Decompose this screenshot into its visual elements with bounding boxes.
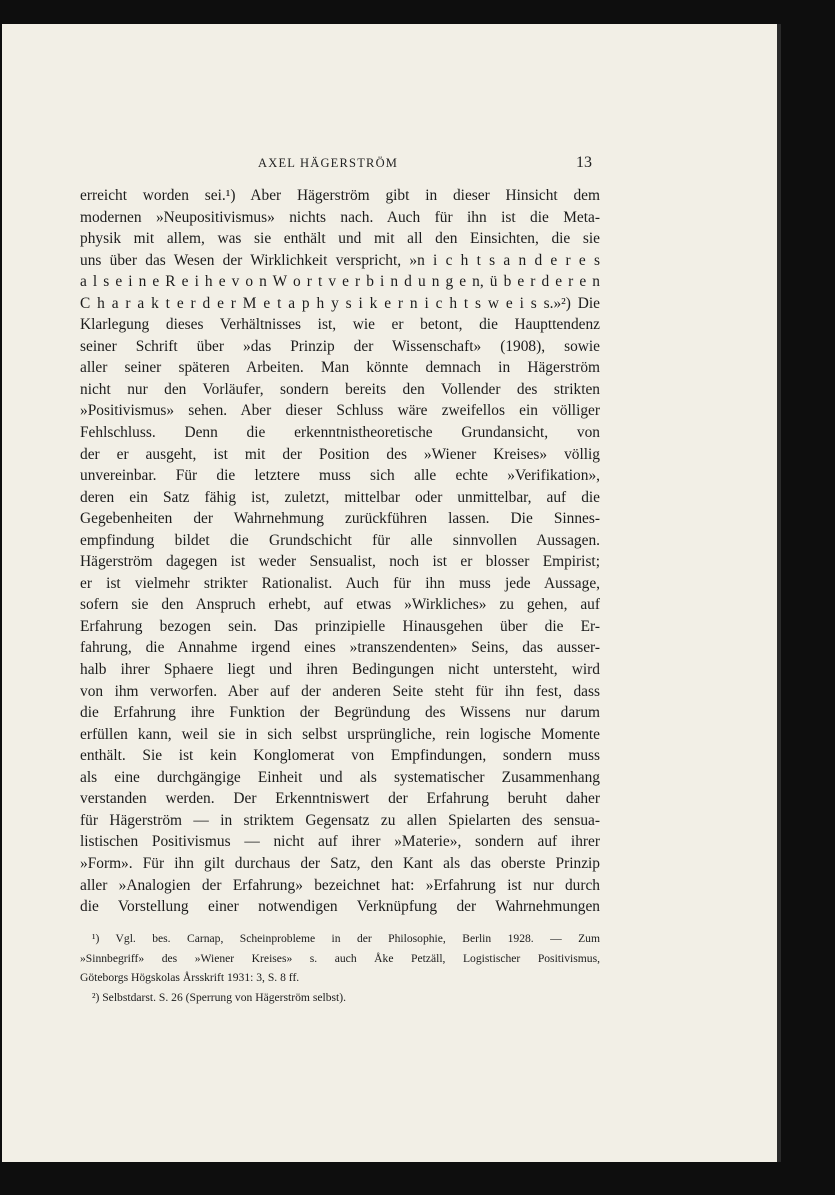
- text-line: Gegebenheiten der Wahrnehmung zurückführen lassen. Die Sinnes-: [80, 510, 600, 528]
- text-line: seiner Schrift über »das Prinzip der Wissenschaft» (1908), sowie: [80, 337, 600, 355]
- text-line: erfüllen kann, weil sie in sich selbst ursprüngliche, rein logische Momente: [80, 725, 600, 743]
- footnotes: [80, 929, 600, 1007]
- footnote-line: Göteborgs Högskolas Årsskrift 1931: 3, S. 8 ff.: [80, 971, 300, 984]
- text-line: »Form». Für ihn gilt durchaus der Satz, den Kant als das oberste Prinzip: [80, 854, 600, 872]
- page-edge-shadow: [777, 24, 781, 1162]
- page-header: [2, 154, 777, 178]
- text-line: von ihm verworfen. Aber auf der anderen Seite steht für ihn fest, dass: [80, 682, 600, 700]
- text-line: empfindung bildet die Grundschicht für alle sinnvollen Aussagen.: [80, 531, 600, 549]
- text-line: fahrung, die Annahme irgend eines »transzendenten» Seins, das ausser-: [80, 639, 600, 657]
- running-title: AXEL HÄGERSTRÖM: [258, 156, 399, 170]
- text-line: Erfahrung bezogen sein. Das prinzipielle Hinausgehen über die Er-: [80, 617, 600, 635]
- text-line: sofern sie den Anspruch erhebt, auf etwas »Wirkliches» zu gehen, auf: [80, 596, 600, 614]
- text-line: als eine durchgängige Einheit und als systematischer Zusammenhang: [80, 768, 600, 786]
- book-page: [2, 24, 777, 1162]
- text-line: »Positivismus» sehen. Aber dieser Schluss wäre zweifellos ein völliger: [80, 402, 600, 420]
- text-line: unvereinbar. Für die letztere muss sich alle echte »Verifikation»,: [80, 467, 600, 485]
- text-line: physik mit allem, was sie enthält und mit all den Einsichten, die sie: [80, 230, 600, 248]
- text-line: listischen Positivismus — nicht auf ihrer »Materie», sondern auf ihrer: [80, 833, 600, 851]
- text-line: verstanden werden. Der Erkenntniswert der Erfahrung beruht daher: [80, 790, 600, 808]
- footnote-line: »Sinnbegriff» des »Wiener Kreises» s. auch Åke Petzäll, Logistischer Positivismus,: [80, 951, 600, 965]
- text-line: der er ausgeht, ist mit der Position des »Wiener Kreises» völlig: [80, 445, 600, 463]
- text-line: Klarlegung dieses Verhältnisses ist, wie er betont, die Haupttendenz: [80, 316, 600, 334]
- text-line: C h a r a k t e r d e r M e t a p h y s i k e r n i c h t s w e i s s.»²) Die: [80, 294, 600, 312]
- text-line: erreicht worden sei.¹) Aber Hägerström gibt in dieser Hinsicht dem: [80, 187, 600, 204]
- footnote-line: ¹) Vgl. bes. Carnap, Scheinprobleme in der Philosophie, Berlin 1928. — Zum: [92, 932, 600, 945]
- text-line: Fehlschluss. Denn die erkenntnistheoretische Grundansicht, von: [80, 424, 600, 442]
- text-line: a l s e i n e R e i h e v o n W o r t v e r b i n d u n g e n, ü b e r d e r e n: [80, 273, 600, 291]
- text-line: enthält. Sie ist kein Konglomerat von Empfindungen, sondern muss: [80, 747, 600, 765]
- text-line: nicht nur den Vorläufer, sondern bereits den Vollender des strikten: [80, 380, 600, 398]
- text-line: modernen »Neupositivismus» nichts nach. Auch für ihn ist die Meta-: [80, 208, 600, 226]
- page-number: 13: [576, 154, 592, 171]
- text-line: Hägerström dagegen ist weder Sensualist, noch ist er blosser Empirist;: [80, 553, 600, 571]
- text-line: halb ihrer Sphaere liegt und ihren Bedingungen nicht untersteht, wird: [80, 661, 600, 679]
- footnote-line: ²) Selbstdarst. S. 26 (Sperrung von Hägerström selbst).: [92, 990, 346, 1004]
- body-text: [80, 185, 600, 918]
- text-line: aller »Analogien der Erfahrung» bezeichnet hat: »Erfahrung ist nur durch: [80, 876, 600, 894]
- text-line: die Vorstellung einer notwendigen Verknüpfung der Wahrnehmungen: [80, 898, 600, 916]
- text-line: aller seiner späteren Arbeiten. Man könnte demnach in Hägerström: [80, 359, 600, 377]
- text-line: er ist vielmehr strikter Rationalist. Auch für ihn muss jede Aussage,: [80, 574, 600, 592]
- text-line: deren ein Satz fähig ist, zuletzt, mittelbar oder unmittelbar, auf die: [80, 488, 600, 506]
- text-line: für Hägerström — in striktem Gegensatz zu allen Spielarten des sensua-: [80, 811, 600, 829]
- text-line: uns über das Wesen der Wirklichkeit verspricht, »n i c h t s a n d e r e s: [80, 251, 600, 269]
- text-line: die Erfahrung ihre Funktion der Begründung des Wissens nur darum: [80, 704, 600, 722]
